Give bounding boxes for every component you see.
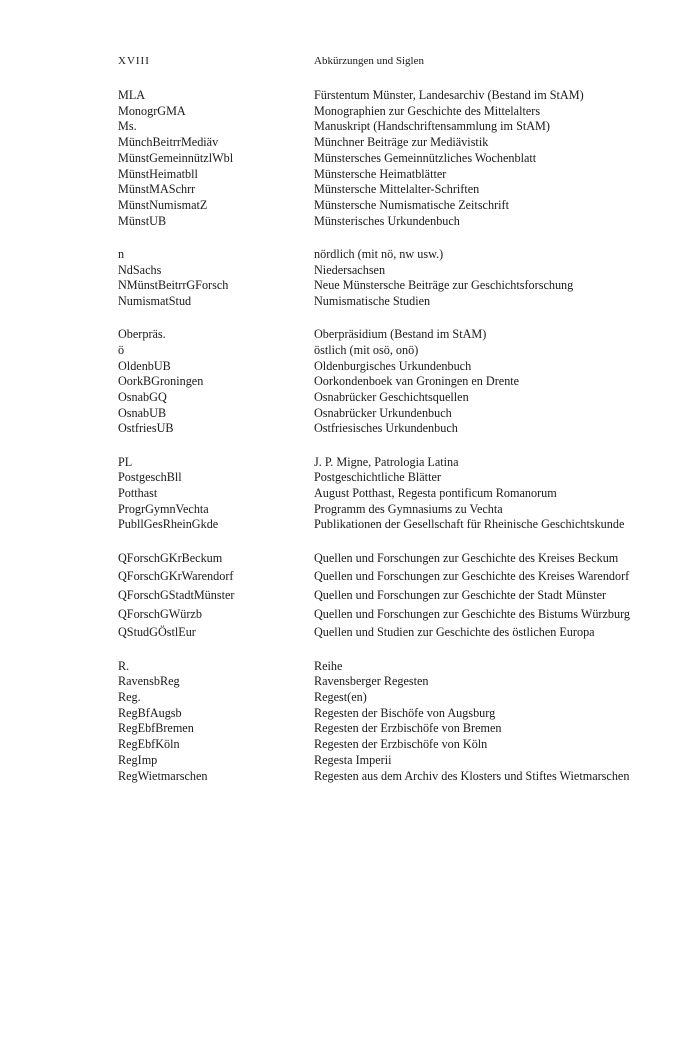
- abbreviation-group: [118, 455, 656, 534]
- abbreviation-entry: [118, 214, 656, 230]
- expansion: Quellen und Studien zur Geschichte des östlichen Europa: [314, 625, 595, 640]
- expansion: Quellen und Forschungen zur Geschichte des Kreises Beckum: [314, 550, 619, 565]
- expansion: J. P. Migne, Patrologia Latina: [314, 454, 459, 469]
- expansion: Oldenburgisches Urkundenbuch: [314, 358, 472, 373]
- abbreviation-entry: [118, 374, 656, 390]
- abbreviation-entry: [118, 625, 656, 641]
- abbreviation-entry: [118, 167, 656, 183]
- abbreviation-entry: [118, 737, 656, 753]
- abbreviation-entry: [118, 294, 656, 310]
- expansion: Regesta Imperii: [314, 752, 392, 767]
- abbreviation-group: [118, 327, 656, 437]
- abbreviation: MünstMASchrr: [118, 182, 196, 197]
- abbreviation-entry: [118, 263, 656, 279]
- abbreviation: OsnabUB: [118, 405, 167, 420]
- abbreviation-entry: [118, 421, 656, 437]
- expansion: nördlich (mit nö, nw usw.): [314, 246, 444, 261]
- abbreviation: RegImp: [118, 752, 158, 767]
- abbreviation: MünstGemeinnützlWbl: [118, 150, 234, 165]
- abbreviation: OorkBGroningen: [118, 374, 204, 389]
- abbreviation: R.: [118, 658, 130, 673]
- abbreviation: MünchBeitrrMediäv: [118, 135, 219, 150]
- abbreviation: NMünstBeitrrGForsch: [118, 278, 229, 293]
- abbreviation-list: [118, 88, 656, 802]
- abbreviation: RegEbfKöln: [118, 737, 180, 752]
- expansion: Monographien zur Geschichte des Mittelalters: [314, 103, 541, 118]
- abbreviation: MünstNumismatZ: [118, 197, 208, 212]
- expansion: Programm des Gymnasiums zu Vechta: [314, 501, 503, 516]
- abbreviation: QForschGKrWarendorf: [118, 569, 234, 584]
- abbreviation-entry: [118, 406, 656, 422]
- expansion: Regest(en): [314, 690, 367, 704]
- abbreviation: NdSachs: [118, 262, 162, 277]
- abbreviation-entry: [118, 390, 656, 406]
- abbreviation-entry: [118, 607, 656, 623]
- abbreviation-entry: [118, 690, 656, 706]
- abbreviation-entry: [118, 551, 656, 567]
- abbreviation-entry: [118, 502, 656, 518]
- abbreviation: Oberpräs.: [118, 327, 166, 342]
- abbreviation: RegWietmarschen: [118, 768, 208, 783]
- abbreviation-entry: [118, 151, 656, 167]
- expansion: Münsterisches Urkundenbuch: [314, 213, 460, 228]
- abbreviation-entry: [118, 517, 656, 533]
- abbreviation: PostgeschBll: [118, 470, 182, 485]
- abbreviation: ö: [118, 342, 125, 357]
- abbreviation: MLA: [118, 88, 146, 102]
- abbreviation-entry: [118, 119, 656, 135]
- expansion: Münstersche Numismatische Zeitschrift: [314, 197, 509, 212]
- abbreviation: n: [118, 246, 125, 261]
- expansion: Regesten der Bischöfe von Augsburg: [314, 705, 496, 720]
- expansion: Quellen und Forschungen zur Geschichte des Bistums Würzburg: [314, 606, 631, 621]
- page-number: XVIII: [118, 55, 150, 67]
- abbreviation-entry: [118, 247, 656, 263]
- expansion: Publikationen der Gesellschaft für Rheinische Geschichtskunde: [314, 517, 625, 532]
- abbreviation-entry: [118, 769, 656, 785]
- abbreviation-entry: [118, 753, 656, 769]
- expansion: Quellen und Forschungen zur Geschichte des Kreises Warendorf: [314, 569, 630, 584]
- expansion: Oorkondenboek van Groningen en Drente: [314, 374, 520, 389]
- abbreviation: Reg.: [118, 690, 141, 704]
- expansion: Ravensberger Regesten: [314, 674, 429, 689]
- abbreviation: QForschGWürzb: [118, 606, 202, 621]
- abbreviation-entry: [118, 359, 656, 375]
- expansion: Regesten der Erzbischöfe von Bremen: [314, 721, 502, 736]
- expansion: Quellen und Forschungen zur Geschichte der Stadt Münster: [314, 587, 607, 602]
- expansion: August Potthast, Regesta pontificum Romanorum: [314, 485, 557, 500]
- abbreviation-entry: [118, 721, 656, 737]
- abbreviation-group: [118, 659, 656, 785]
- abbreviation: Ms.: [118, 119, 137, 134]
- expansion: Münstersche Heimatblätter: [314, 166, 447, 181]
- abbreviation-entry: [118, 455, 656, 471]
- abbreviation-entry: [118, 135, 656, 151]
- abbreviation: QForschGStadtMünster: [118, 587, 235, 602]
- abbreviation-group: [118, 551, 656, 642]
- abbreviation-group: [118, 88, 656, 229]
- expansion: Postgeschichtliche Blätter: [314, 470, 441, 485]
- abbreviation: MonogrGMA: [118, 103, 186, 118]
- abbreviation-entry: [118, 343, 656, 359]
- abbreviation: RegBfAugsb: [118, 705, 182, 720]
- abbreviation: OsnabGQ: [118, 389, 167, 404]
- expansion: Münstersche Mittelalter-Schriften: [314, 182, 480, 197]
- expansion: Reihe: [314, 658, 343, 673]
- expansion: Münstersches Gemeinnützliches Wochenblatt: [314, 150, 537, 165]
- abbreviation: MünstHeimatbll: [118, 166, 198, 181]
- abbreviation: OldenbUB: [118, 358, 171, 373]
- abbreviation: QForschGKrBeckum: [118, 550, 223, 565]
- abbreviation-entry: [118, 659, 656, 675]
- expansion: Numismatische Studien: [314, 293, 431, 308]
- abbreviation-entry: [118, 486, 656, 502]
- abbreviation: QStudGÖstlEur: [118, 625, 196, 640]
- abbreviation-entry: [118, 182, 656, 198]
- abbreviation-entry: [118, 569, 656, 585]
- abbreviation: RegEbfBremen: [118, 721, 194, 736]
- abbreviation-entry: [118, 278, 656, 294]
- abbreviation: RavensbReg: [118, 674, 180, 689]
- expansion: Regesten der Erzbischöfe von Köln: [314, 737, 488, 752]
- abbreviation: ProgrGymnVechta: [118, 501, 209, 516]
- abbreviation: PubllGesRheinGkde: [118, 517, 219, 532]
- abbreviation: OstfriesUB: [118, 421, 174, 436]
- expansion: Osnabrücker Urkundenbuch: [314, 405, 452, 420]
- abbreviation-entry: [118, 327, 656, 343]
- page-title: Abkürzungen und Siglen: [314, 55, 424, 67]
- abbreviation-entry: [118, 104, 656, 120]
- expansion: Oberpräsidium (Bestand im StAM): [314, 327, 487, 342]
- expansion: Regesten aus dem Archiv des Klosters und Stiftes Wietmarschen: [314, 768, 630, 783]
- expansion: Münchner Beiträge zur Mediävistik: [314, 135, 489, 150]
- abbreviation: Potthast: [118, 485, 158, 500]
- abbreviation: MünstUB: [118, 213, 167, 228]
- abbreviation: NumismatStud: [118, 293, 192, 308]
- expansion: östlich (mit osö, onö): [314, 342, 419, 357]
- abbreviation-group: [118, 247, 656, 310]
- expansion: Fürstentum Münster, Landesarchiv (Bestand im StAM): [314, 88, 584, 102]
- expansion: Osnabrücker Geschichtsquellen: [314, 389, 469, 404]
- page-header: [118, 55, 660, 73]
- abbreviation: PL: [118, 454, 133, 469]
- expansion: Neue Münstersche Beiträge zur Geschichtsforschung: [314, 278, 574, 293]
- abbreviation-entry: [118, 88, 656, 104]
- abbreviation-entry: [118, 706, 656, 722]
- abbreviation-entry: [118, 674, 656, 690]
- abbreviation-entry: [118, 198, 656, 214]
- abbreviation-entry: [118, 470, 656, 486]
- expansion: Niedersachsen: [314, 262, 386, 277]
- abbreviation-entry: [118, 588, 656, 604]
- expansion: Ostfriesisches Urkundenbuch: [314, 421, 458, 436]
- expansion: Manuskript (Handschriftensammlung im StAM): [314, 119, 550, 134]
